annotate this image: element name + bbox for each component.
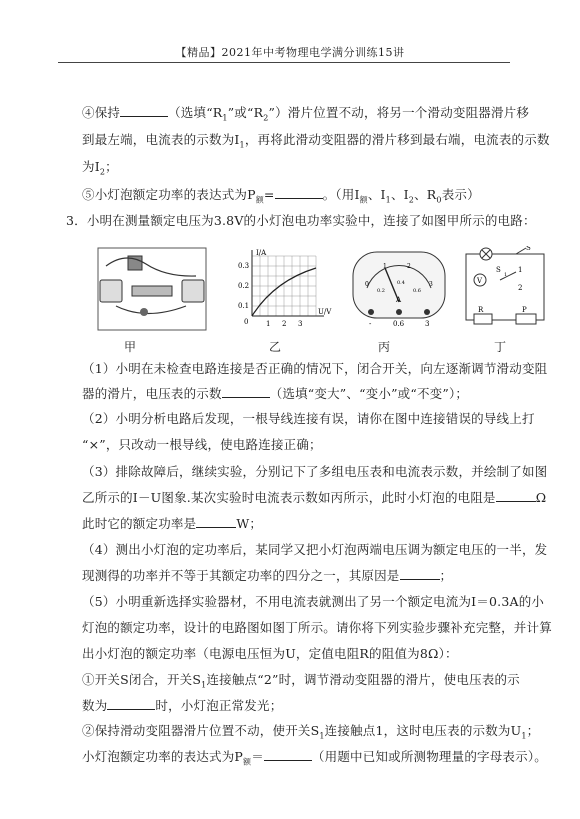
graph-xlabel: U/V — [318, 308, 332, 316]
part5-line2: 灯泡的额定功率，设计的电路图如图丁所示。请你将下列实验步骤补充完整，并计算 — [82, 620, 552, 635]
ammeter-figure — [349, 246, 449, 332]
answer-blank[interactable] — [264, 748, 312, 761]
graph-ytick: 0.2 — [238, 282, 250, 290]
circuit-diagram-figure — [460, 246, 550, 332]
part5-step1-line1: ①开关S闭合，开关$S_1$连接触点“2”时，调节滑动变阻器的滑片，使电压表的示 — [82, 672, 520, 690]
part5-line1: （5）小明重新选择实验器材，不用电流表就测出了另一个额定电流为I＝0.3A的小 — [82, 594, 545, 609]
graph-xtick: 3 — [298, 320, 303, 328]
graph-ytick: 0.1 — [238, 302, 250, 310]
answer-blank[interactable] — [400, 567, 440, 580]
part4-line2: 现测得的功率并不等于其额定功率的四分之一，其原因是 ； — [82, 568, 453, 583]
meter-terminal: - — [369, 320, 372, 328]
part5-line3: 出小灯泡的额定功率（电源电压恒为U，定值电阻R的阻值为8Ω）： — [82, 646, 458, 661]
figure-caption-yi: 乙 — [269, 340, 282, 354]
circuit-label: V — [477, 277, 483, 285]
physical-circuit-figure — [96, 246, 208, 332]
part3-line2: 乙所示的I－U图象.某次实验时电流表示数如丙所示，此时小灯泡的电阻是 Ω — [82, 490, 547, 505]
answer-blank[interactable] — [222, 385, 270, 398]
step4-line3: 为$I_2$； — [82, 159, 118, 177]
meter-unit: A — [396, 296, 402, 304]
answer-blank[interactable] — [120, 104, 168, 117]
answer-blank[interactable] — [107, 697, 155, 710]
part2-line2: “×”，只改动一根导线，使电路连接正确； — [82, 437, 322, 452]
figure-caption-ding: 丁 — [494, 340, 507, 354]
part5-step2-line1: ②保持滑动变阻器滑片位置不动，使开关$S_1$连接触点1，这时电压表的示数为$U_1$； — [82, 723, 540, 741]
answer-blank[interactable] — [196, 515, 236, 528]
iu-graph-figure — [234, 246, 334, 332]
answer-blank[interactable] — [275, 186, 323, 199]
part5-step1-line2: 数为 时，小灯泡正常发光； — [82, 698, 283, 713]
question3-intro: 3．小明在测量额定电压为3.8V的小灯泡电功率实验中，连接了如图甲所示的电路： — [66, 213, 536, 228]
meter-terminal: 0.6 — [393, 320, 405, 328]
part2-line1: （2）小明分析电路后发现，一根导线连接有误，请你在图中连接错误的导线上打 — [82, 411, 535, 426]
meter-terminal: 3 — [425, 320, 430, 328]
graph-origin: 0 — [244, 318, 249, 326]
meter-scale: 0 — [365, 281, 369, 288]
answer-blank[interactable] — [496, 489, 536, 502]
graph-xtick: 1 — [266, 320, 271, 328]
graph-xtick: 2 — [282, 320, 287, 328]
figure-caption-jia: 甲 — [124, 340, 137, 354]
part5-step2-line2: 小灯泡额定功率的表达式为$P_额=$ （用题中已知或所测物理量的字母表示）。 — [82, 749, 547, 767]
circuit-label: 1 — [504, 272, 508, 278]
circuit-label: S — [526, 246, 531, 252]
circuit-label: S — [496, 266, 501, 274]
header-rule — [58, 62, 510, 63]
step4-line2: 到最左端，电流表的示数为$I_1$，再将此滑动变阻器的滑片移到最右端，电流表的示数 — [82, 132, 550, 150]
meter-scale: 0.6 — [413, 288, 421, 294]
meter-scale: 3 — [429, 281, 433, 288]
meter-scale: 0.2 — [377, 288, 385, 294]
graph-ytick: 0.3 — [238, 262, 250, 270]
meter-scale: 1 — [383, 263, 387, 270]
circuit-label: 2 — [518, 284, 523, 292]
part1-line2: 器的滑片，电压表的示数 （选填“变大”、“变小”或“不变”）； — [82, 386, 469, 401]
part1-line1: （1）小明在未检查电路连接是否正确的情况下，闭合开关，向左逐渐调节滑动变阻 — [82, 361, 548, 376]
circuit-label: P — [522, 306, 527, 314]
graph-ylabel: I/A — [256, 249, 267, 257]
part3-line3: 此时它的额定功率是 W； — [82, 516, 263, 531]
circuit-label: 1 — [518, 266, 523, 274]
figure-row — [74, 246, 554, 346]
part4-line1: （4）测出小灯泡的定功率后，某同学又把小灯泡两端电压调为额定电压的一半，发 — [82, 542, 548, 557]
part3-line1: （3）排除故障后，继续实验，分别记下了多组电压表和电流表示数，并绘制了如图 — [82, 464, 548, 479]
step5-line: ⑤小灯泡额定功率的表达式为$P_额=$ 。（用$I_额$、$I_1$、$I_2$、$R_0$表示） — [82, 187, 480, 205]
meter-scale: 0.4 — [397, 280, 405, 286]
meter-scale: 2 — [407, 263, 411, 270]
figure-caption-bing: 丙 — [378, 340, 391, 354]
step4-line1: ④保持 （选填“$R_1$”或“$R_2$”）滑片位置不动，将另一个滑动变阻器滑片移 — [82, 105, 530, 123]
page-header: 【精品】2021年中考物理电学满分训练15讲 — [175, 46, 405, 59]
circuit-label: R — [478, 306, 484, 314]
